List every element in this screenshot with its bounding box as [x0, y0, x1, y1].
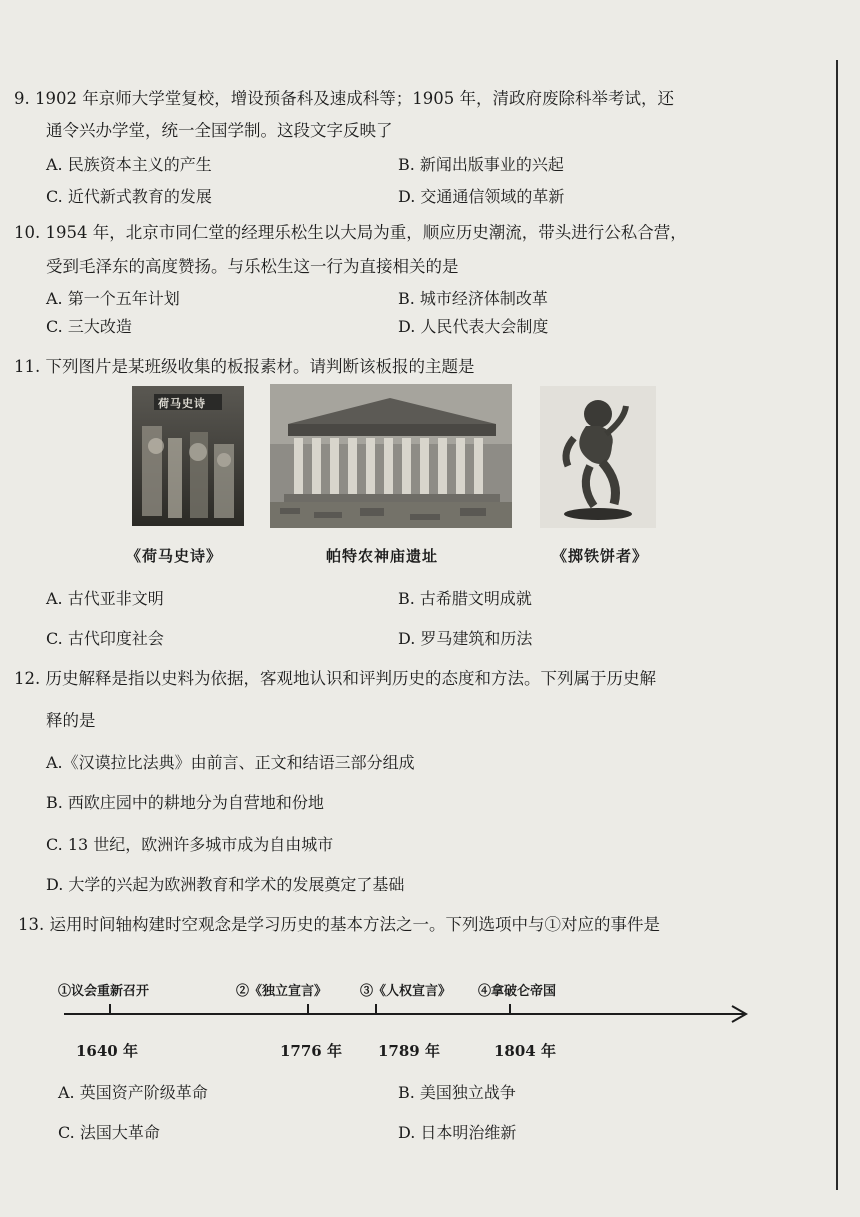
timeline-axis: [60, 1000, 750, 1030]
right-margin-rule: [836, 60, 838, 1190]
timeline-label-3: ③《人权宣言》: [360, 984, 452, 999]
discobolus-photo: [540, 386, 656, 528]
timeline-label-4: ④拿破仑帝国: [478, 984, 557, 999]
q12-option-c: C. 13 世纪，欧洲许多城市成为自由城市: [46, 835, 334, 854]
q9-option-c: C. 近代新式教育的发展: [46, 187, 212, 206]
q11-stem: 11. 下列图片是某班级收集的板报素材。请判断该板报的主题是: [14, 357, 475, 376]
q9-stem-line1: 9. 1902 年京师大学堂复校，增设预备科及速成科等；1905 年，清政府废除科举考试，还: [14, 89, 674, 108]
q11-option-a: A. 古代亚非文明: [46, 589, 164, 608]
q12-option-a: A.《汉谟拉比法典》由前言、正文和结语三部分组成: [46, 753, 415, 772]
q12-option-d: D. 大学的兴起为欧洲教育和学术的发展奠定了基础: [46, 875, 405, 894]
q10-stem-line1: 10. 1954 年，北京市同仁堂的经理乐松生以大局为重，顺应历史潮流，带头进行公私合营，: [14, 223, 687, 242]
q13-option-b: B. 美国独立战争: [398, 1083, 516, 1102]
q10-option-a: A. 第一个五年计划: [46, 289, 180, 308]
q11-option-d: D. 罗马建筑和历法: [398, 629, 533, 648]
q9-option-a: A. 民族资本主义的产生: [46, 155, 212, 174]
caption-parthenon: 帕特农神庙遗址: [326, 547, 439, 565]
timeline-year-1804: 1804 年: [494, 1042, 556, 1060]
q10-option-b: B. 城市经济体制改革: [398, 289, 548, 308]
q10-option-c: C. 三大改造: [46, 317, 132, 336]
q13-stem: 13. 运用时间轴构建时空观念是学习历史的基本方法之一。下列选项中与①对应的事件是: [18, 915, 660, 934]
timeline-year-1789: 1789 年: [378, 1042, 440, 1060]
q11-option-c: C. 古代印度社会: [46, 629, 164, 648]
caption-discobolus: 《掷铁饼者》: [552, 547, 649, 565]
timeline-label-2: ②《独立宣言》: [236, 984, 328, 999]
q9-stem-line2: 通令兴办学堂，统一全国学制。这段文字反映了: [46, 121, 393, 140]
q13-option-c: C. 法国大革命: [58, 1123, 160, 1142]
q11-option-b: B. 古希腊文明成就: [398, 589, 532, 608]
q12-stem-line2: 释的是: [46, 711, 96, 730]
timeline-year-1776: 1776 年: [280, 1042, 342, 1060]
timeline-label-1: ①议会重新召开: [58, 984, 150, 999]
q10-stem-line2: 受到毛泽东的高度赞扬。与乐松生这一行为直接相关的是: [46, 257, 459, 276]
q12-option-b: B. 西欧庄园中的耕地分为自营地和份地: [46, 793, 324, 812]
parthenon-illustration: [270, 384, 512, 528]
q9-option-b: B. 新闻出版事业的兴起: [398, 155, 564, 174]
book-cover-title: 荷马史诗: [158, 397, 206, 410]
timeline-year-1640: 1640 年: [76, 1042, 138, 1060]
q13-option-d: D. 日本明治维新: [398, 1123, 517, 1142]
parthenon-photo: [270, 384, 512, 528]
homer-epic-book-cover: [132, 386, 244, 526]
caption-homer-epic: 《荷马史诗》: [126, 547, 223, 565]
discobolus-illustration: [540, 386, 656, 528]
q12-stem-line1: 12. 历史解释是指以史料为依据，客观地认识和评判历史的态度和方法。下列属于历史解: [14, 669, 656, 688]
q10-option-d: D. 人民代表大会制度: [398, 317, 549, 336]
q9-option-d: D. 交通通信领域的革新: [398, 187, 565, 206]
q13-option-a: A. 英国资产阶级革命: [58, 1083, 208, 1102]
